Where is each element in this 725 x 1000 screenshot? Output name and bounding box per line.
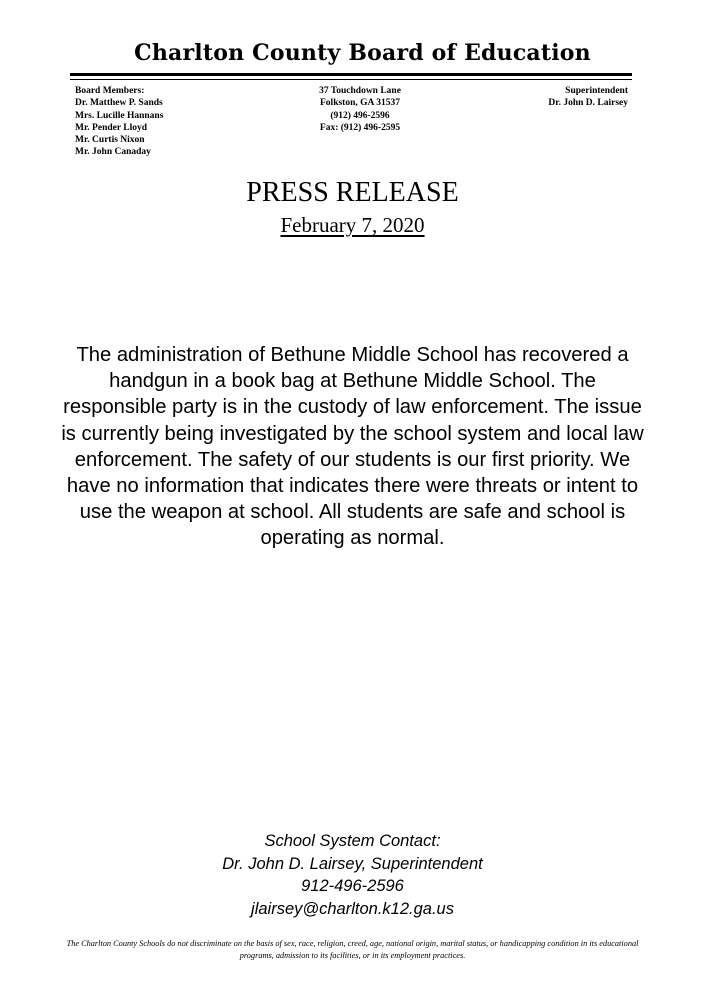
contact-email: jlairsey@charlton.k12.ga.us: [251, 899, 454, 918]
fax-number: Fax: (912) 496-2595: [319, 122, 401, 133]
letterhead-rule-thick: [70, 73, 632, 76]
contact-phone: 912-496-2596: [301, 877, 404, 895]
city-state-zip: Folkston, GA 31537: [320, 98, 400, 109]
contact-name: Dr. John D. Lairsey, Superintendent: [222, 854, 483, 873]
press-release-title: PRESS RELEASE: [246, 177, 459, 208]
nondiscrimination-disclaimer: The Charlton County Schools do not discriminate on the basis of sex, race, religion, creed, age, national origin, marital status, or handicapping condition in its educational programs, admission to its facilities, or in its employment practices.: [66, 939, 639, 960]
street-address: 37 Touchdown Lane: [319, 86, 401, 96]
organization-title: Charlton County Board of Education: [134, 40, 591, 66]
contact-block: [0, 830, 705, 920]
phone-number: (912) 496-2596: [330, 110, 390, 121]
letterhead-rule-thin: [70, 79, 632, 80]
board-members-heading: Board Members:: [75, 86, 145, 96]
press-release-date: February 7, 2020: [280, 213, 425, 237]
board-member-name: Mr. Curtis Nixon: [75, 135, 145, 146]
superintendent-heading: Superintendent: [565, 86, 628, 96]
board-member-name: Dr. Matthew P. Sands: [75, 98, 163, 109]
press-release-body: The administration of Bethune Middle School has recovered a handgun in a book bag at Bethune Middle School. The responsible party is in the custody of law enforcement. The issue is currently being investigated by the school system and local law enforcement. The safety of our students is our first priority. We have no information that indicates there were threats or intent to use the weapon at school. All students are safe and school is operating as normal.: [61, 344, 644, 550]
board-members-block: [75, 85, 163, 159]
board-member-name: Mr. Pender Lloyd: [75, 122, 148, 133]
contact-heading: School System Contact:: [264, 832, 441, 850]
superintendent-name: Dr. John D. Lairsey: [548, 98, 628, 109]
press-release-date-wrapper: [0, 212, 705, 238]
address-block: [280, 85, 440, 134]
board-member-name: Mrs. Lucille Hannans: [75, 110, 164, 121]
superintendent-block: [500, 85, 628, 110]
board-member-name: Mr. John Canaday: [75, 147, 151, 158]
